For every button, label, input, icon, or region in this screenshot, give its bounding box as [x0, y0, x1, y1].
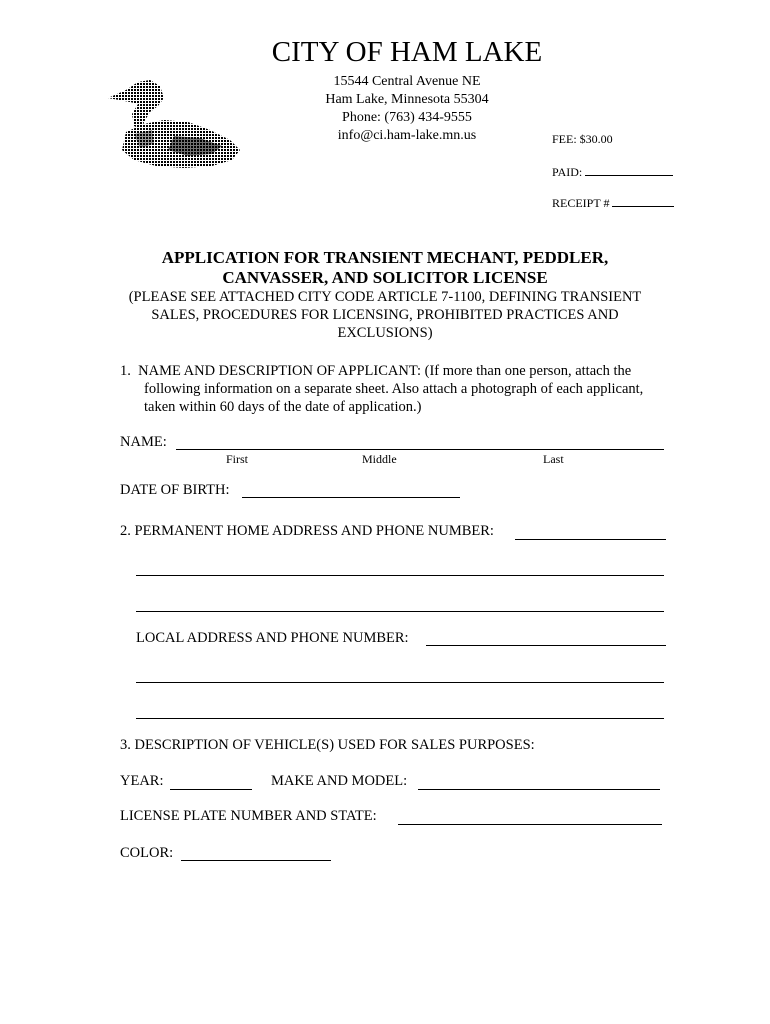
section-1-number: 1.	[120, 363, 131, 379]
form-title	[100, 248, 670, 288]
home-address-label: 2. PERMANENT HOME ADDRESS AND PHONE NUMBER:	[120, 523, 494, 539]
make-model-label: MAKE AND MODEL:	[271, 773, 408, 789]
color-label: COLOR:	[120, 845, 174, 861]
section-1-instructions	[120, 362, 672, 416]
year-input[interactable]	[170, 789, 252, 790]
home-address-input-3[interactable]	[136, 611, 664, 612]
form-title-line-2: CANVASSER, AND SOLICITOR LICENSE	[222, 268, 548, 287]
license-plate-label: LICENSE PLATE NUMBER AND STATE:	[120, 808, 377, 824]
paid-field	[552, 163, 673, 180]
local-address-input-3[interactable]	[136, 718, 664, 719]
home-address-input-2[interactable]	[136, 575, 664, 576]
section-1-line-1: NAME AND DESCRIPTION OF APPLICANT: (If more than one person, attach the	[138, 363, 632, 379]
form-note	[100, 288, 670, 342]
local-address-input-1[interactable]	[426, 645, 666, 646]
form-note-line-3: EXCLUSIONS)	[337, 325, 433, 341]
dob-input[interactable]	[242, 497, 460, 498]
year-label: YEAR:	[120, 773, 164, 789]
receipt-label: RECEIPT #	[552, 196, 610, 210]
name-input[interactable]	[176, 449, 664, 450]
local-address-input-2[interactable]	[136, 682, 664, 683]
vehicle-description-label: 3. DESCRIPTION OF VEHICLE(S) USED FOR SALES PURPOSES:	[120, 737, 535, 753]
address-line-1: 15544 Central Avenue NE	[333, 74, 481, 89]
email-address: info@ci.ham-lake.mn.us	[337, 128, 477, 143]
section-1-line-3: taken within 60 days of the date of application.)	[144, 399, 422, 415]
local-address-label: LOCAL ADDRESS AND PHONE NUMBER:	[136, 630, 409, 646]
name-label: NAME:	[120, 434, 167, 450]
fee-amount: FEE: $30.00	[552, 132, 613, 146]
city-name: CITY OF HAM LAKE	[271, 36, 543, 68]
receipt-blank[interactable]	[612, 194, 674, 207]
color-input[interactable]	[181, 860, 331, 861]
middle-name-caption: Middle	[362, 452, 397, 466]
section-1-line-2: following information on a separate sheet. Also attach a photograph of each applicant,	[144, 381, 644, 397]
first-name-caption: First	[226, 452, 249, 466]
form-note-line-2: SALES, PROCEDURES FOR LICENSING, PROHIBITED PRACTICES AND	[151, 307, 619, 323]
paid-label: PAID:	[552, 165, 583, 179]
receipt-field	[552, 194, 674, 211]
paid-blank[interactable]	[585, 163, 673, 176]
form-title-line-1: APPLICATION FOR TRANSIENT MECHANT, PEDDLER,	[161, 248, 609, 267]
dob-label: DATE OF BIRTH:	[120, 482, 230, 498]
phone-number: Phone: (763) 434-9555	[342, 110, 472, 125]
last-name-caption: Last	[543, 452, 564, 466]
license-plate-input[interactable]	[398, 824, 662, 825]
address-line-2: Ham Lake, Minnesota 55304	[325, 92, 489, 107]
make-model-input[interactable]	[418, 789, 660, 790]
form-note-line-1: (PLEASE SEE ATTACHED CITY CODE ARTICLE 7-1100, DEFINING TRANSIENT	[128, 289, 642, 305]
home-address-input-1[interactable]	[515, 539, 666, 540]
